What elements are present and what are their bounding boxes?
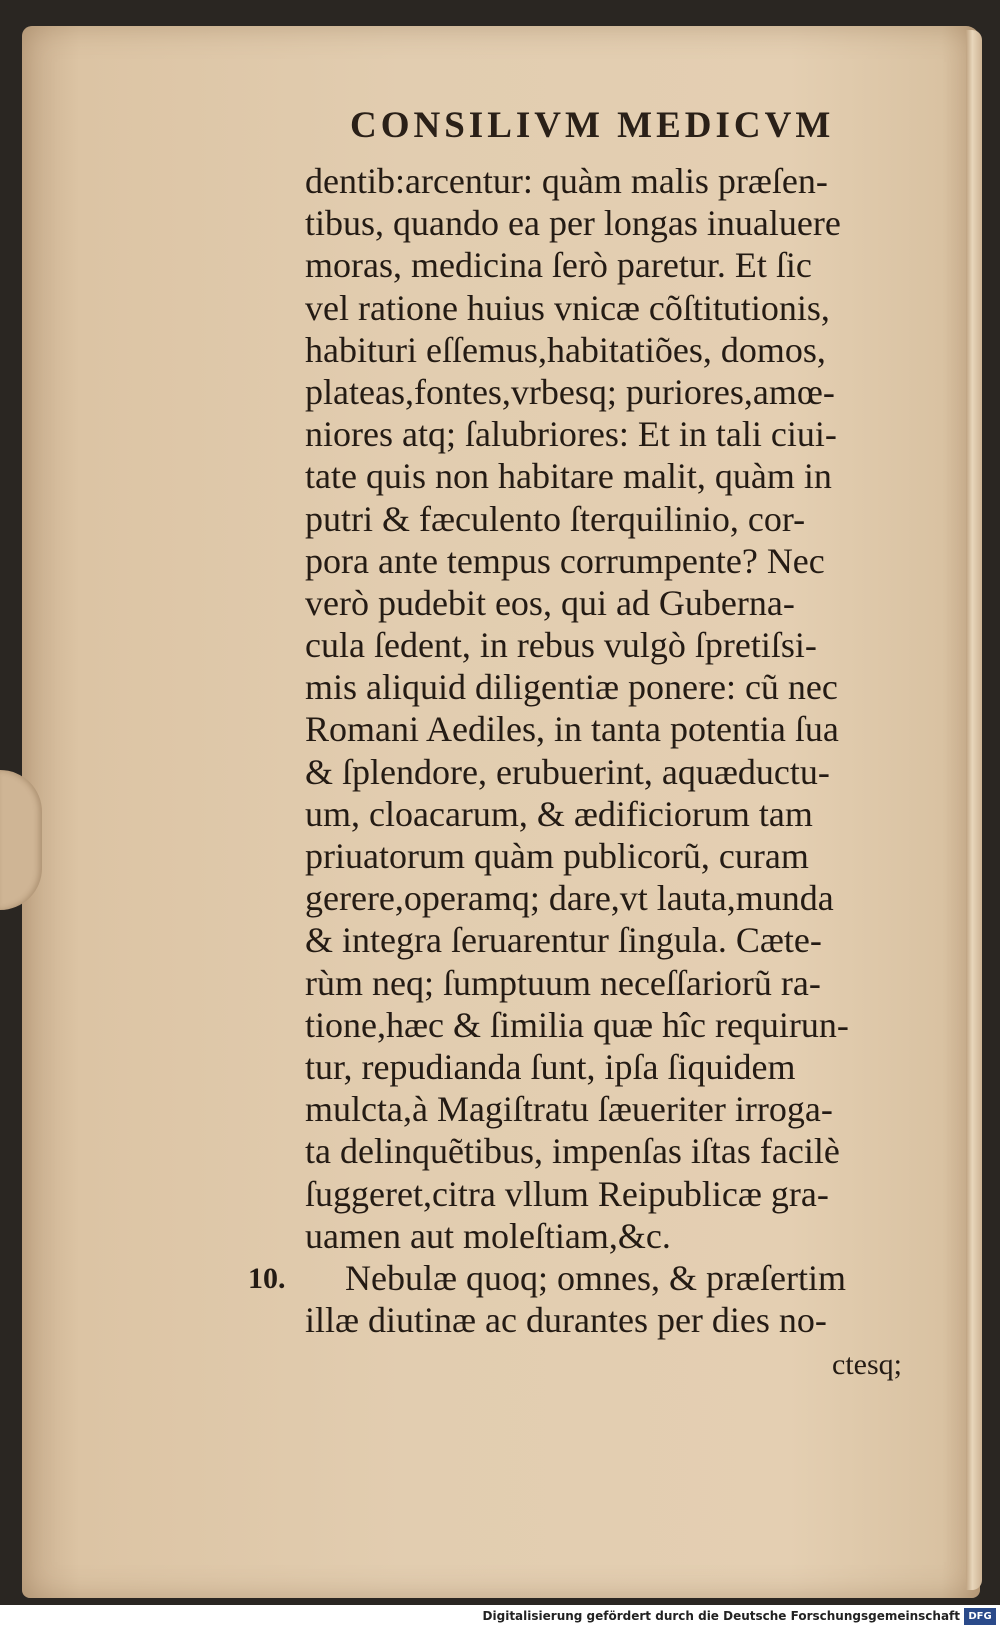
text-line: & ſplendore, erubuerint, aquæductu-: [305, 751, 830, 792]
paragraph-number: 10.: [248, 1262, 286, 1295]
dfg-logo: DFG: [964, 1608, 996, 1625]
text-line: tione,hæc & ſimilia quæ hîc requirun-: [305, 1004, 849, 1045]
text-line: verò pudebit eos, qui ad Guberna-: [305, 582, 795, 623]
text-line: uamen aut moleſtiam,&c.: [305, 1215, 671, 1256]
catchword: ctesq;: [832, 1348, 902, 1381]
text-line: tate quis non habitare malit, quàm in: [305, 456, 832, 497]
text-line: vel ratione huius vnicæ cõſtitutionis,: [305, 287, 830, 328]
text-line: plateas,fontes,vrbesq; puriores,amœ-: [305, 371, 835, 412]
text-line: putri & fæculento ſterquilinio, cor-: [305, 498, 806, 539]
text-line: moras, medicina ſerò paretur. Et ſic: [305, 245, 812, 286]
footer-bar: [0, 1605, 1000, 1629]
page-edge: [966, 30, 982, 1590]
text-line: ta delinquẽtibus, impenſas iſtas facilè: [305, 1131, 840, 1172]
body-text: [305, 160, 935, 1341]
text-line: ſuggeret,citra vllum Reipublicæ gra-: [305, 1173, 829, 1214]
text-line: pora ante tempus corrumpente? Nec: [305, 540, 825, 581]
page-tab: [0, 770, 42, 910]
text-line: priuatorum quàm publicorũ, curam: [305, 836, 809, 876]
text-line: illæ diutinæ ac durantes per dies no-: [305, 1300, 827, 1341]
text-line: niores atq; ſalubriores: Et in tali ciui-: [305, 414, 837, 455]
text-line: mulcta,à Magiſtratu ſæueriter irroga-: [305, 1089, 833, 1130]
text-line: rùm neq; ſumptuum neceſſariorũ ra-: [305, 962, 821, 1003]
text-line: Romani Aediles, in tanta potentia ſua: [305, 709, 839, 750]
text-line: tibus, quando ea per longas inualuere: [305, 203, 841, 244]
text-line: mis aliquid diligentiæ ponere: cũ nec: [305, 667, 838, 708]
text-line: & integra ſeruarentur ſingula. Cæte-: [305, 920, 822, 961]
text-line: dentib:arcentur: quàm malis præſen-: [305, 161, 828, 201]
text-line: um, cloacarum, & ædificiorum tam: [305, 793, 813, 834]
text-line: gerere,operamq; dare,vt lauta,munda: [305, 878, 834, 919]
text-line: cula ſedent, in rebus vulgò ſpretiſsi-: [305, 625, 817, 666]
running-header: CONSILIVM MEDICVM: [350, 105, 835, 146]
text-line: Nebulæ quoq; omnes, & præſertim: [345, 1257, 846, 1298]
text-line: tur, repudianda ſunt, ipſa ſiquidem: [305, 1046, 796, 1087]
text-line: habituri eſſemus,habitatiões, domos,: [305, 329, 826, 370]
footer-credit: Digitalisierung gefördert durch die Deutsche Forschungsgemeinschaft: [482, 1609, 960, 1623]
